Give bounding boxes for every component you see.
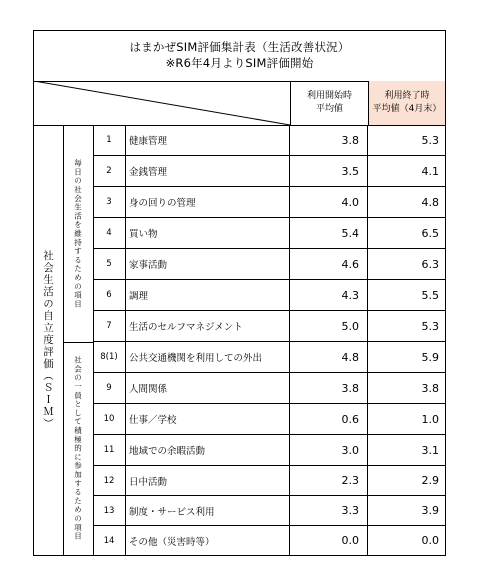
item-name: 地域での余暇活動	[126, 435, 290, 465]
item-number: 6	[93, 280, 126, 310]
table-row	[93, 466, 445, 496]
table-row	[93, 404, 445, 435]
end-average-value: 1.0	[421, 412, 439, 426]
table-row	[93, 311, 445, 342]
start-average-value: 3.3	[290, 496, 368, 525]
item-name: 身の回りの管理	[126, 187, 290, 217]
sim-evaluation-table	[33, 30, 446, 556]
item-number: 14	[93, 526, 126, 555]
item-number: 9	[93, 373, 126, 403]
header-row	[34, 81, 445, 126]
start-average-value: 4.8	[290, 342, 368, 372]
end-average-value: 2.9	[421, 474, 439, 487]
item-name: 日中活動	[126, 466, 290, 495]
item-number: 4	[93, 218, 126, 248]
item-number: 7	[93, 311, 126, 341]
item-number: 12	[93, 466, 126, 495]
end-average-value: 5.3	[421, 133, 439, 147]
start-average-value: 3.8	[290, 373, 368, 403]
item-name: 生活のセルフマネジメント	[126, 311, 290, 341]
start-average-value: 3.8	[290, 125, 368, 155]
start-average-value: 2.3	[290, 466, 368, 495]
header-start-line2: 平均値	[315, 104, 343, 114]
table-row	[93, 496, 445, 526]
table-row	[93, 156, 445, 187]
table-row	[93, 187, 445, 218]
end-average-value: 5.9	[421, 350, 439, 364]
item-number: 11	[93, 435, 126, 465]
start-average-value: 0.0	[290, 526, 368, 555]
table-row	[93, 280, 445, 311]
group-label-social: 社会の一員として積極的に参加するための項目	[63, 342, 94, 555]
end-average-value: 4.8	[421, 195, 439, 209]
start-average-value: 4.6	[290, 249, 368, 279]
table-title	[34, 31, 445, 82]
end-average-value: 5.3	[421, 319, 439, 333]
end-average-value: 5.5	[421, 288, 439, 302]
table-row	[93, 342, 445, 373]
start-average-value: 3.0	[290, 435, 368, 465]
start-average-value: 4.3	[290, 280, 368, 310]
end-average-value: 6.3	[421, 257, 439, 271]
end-average-value: 4.1	[421, 164, 439, 178]
start-average-value: 5.0	[290, 311, 368, 341]
table-row	[93, 435, 445, 466]
end-average-value: 3.8	[421, 381, 439, 395]
table-row	[93, 125, 445, 156]
group-label-daily: 毎日の社会生活を維持するための項目	[63, 125, 94, 343]
outer-category-label: 社会生活の自立度評価（ＳＩＭ）	[34, 125, 64, 555]
item-name: 制度・サービス利用	[126, 496, 290, 525]
item-number: 1	[93, 125, 126, 155]
item-name: 金銭管理	[126, 156, 290, 186]
table-row	[93, 218, 445, 249]
end-average-value: 3.9	[421, 504, 439, 517]
item-name: その他（災害時等）	[126, 526, 290, 555]
item-name: 健康管理	[126, 125, 290, 155]
start-average-value: 4.0	[290, 187, 368, 217]
header-start-line1: 利用開始時	[306, 91, 352, 101]
header-end-line2: 平均値（4月末）	[372, 104, 442, 114]
end-average-value: 3.1	[421, 443, 439, 457]
item-name: 人間関係	[126, 373, 290, 403]
item-number: 13	[93, 496, 126, 525]
item-number: 10	[93, 404, 126, 434]
title-note: ※R6年4月よりSIM評価開始	[165, 56, 314, 70]
item-name: 買い物	[126, 218, 290, 248]
start-average-value: 5.4	[290, 218, 368, 248]
item-number: 5	[93, 249, 126, 279]
table-row	[93, 373, 445, 404]
header-end-line1: 利用終了時	[384, 91, 430, 101]
end-average-value: 0.0	[421, 534, 439, 547]
start-average-value: 3.5	[290, 156, 368, 186]
header-end-average	[368, 81, 445, 125]
table-row	[93, 526, 445, 555]
item-name: 調理	[126, 280, 290, 310]
end-average-value: 6.5	[421, 226, 439, 240]
item-name: 公共交通機関を利用しての外出	[126, 342, 290, 372]
item-number: 3	[93, 187, 126, 217]
item-number: 8(1)	[93, 342, 126, 372]
item-name: 仕事／学校	[126, 404, 290, 434]
table-row	[93, 249, 445, 280]
header-diagonal-line	[34, 81, 290, 125]
start-average-value: 0.6	[290, 404, 368, 434]
item-name: 家事活動	[126, 249, 290, 279]
header-start-average	[290, 81, 368, 125]
title-main: はまかぜSIM評価集計表（生活改善状況）	[129, 40, 350, 54]
item-number: 2	[93, 156, 126, 186]
